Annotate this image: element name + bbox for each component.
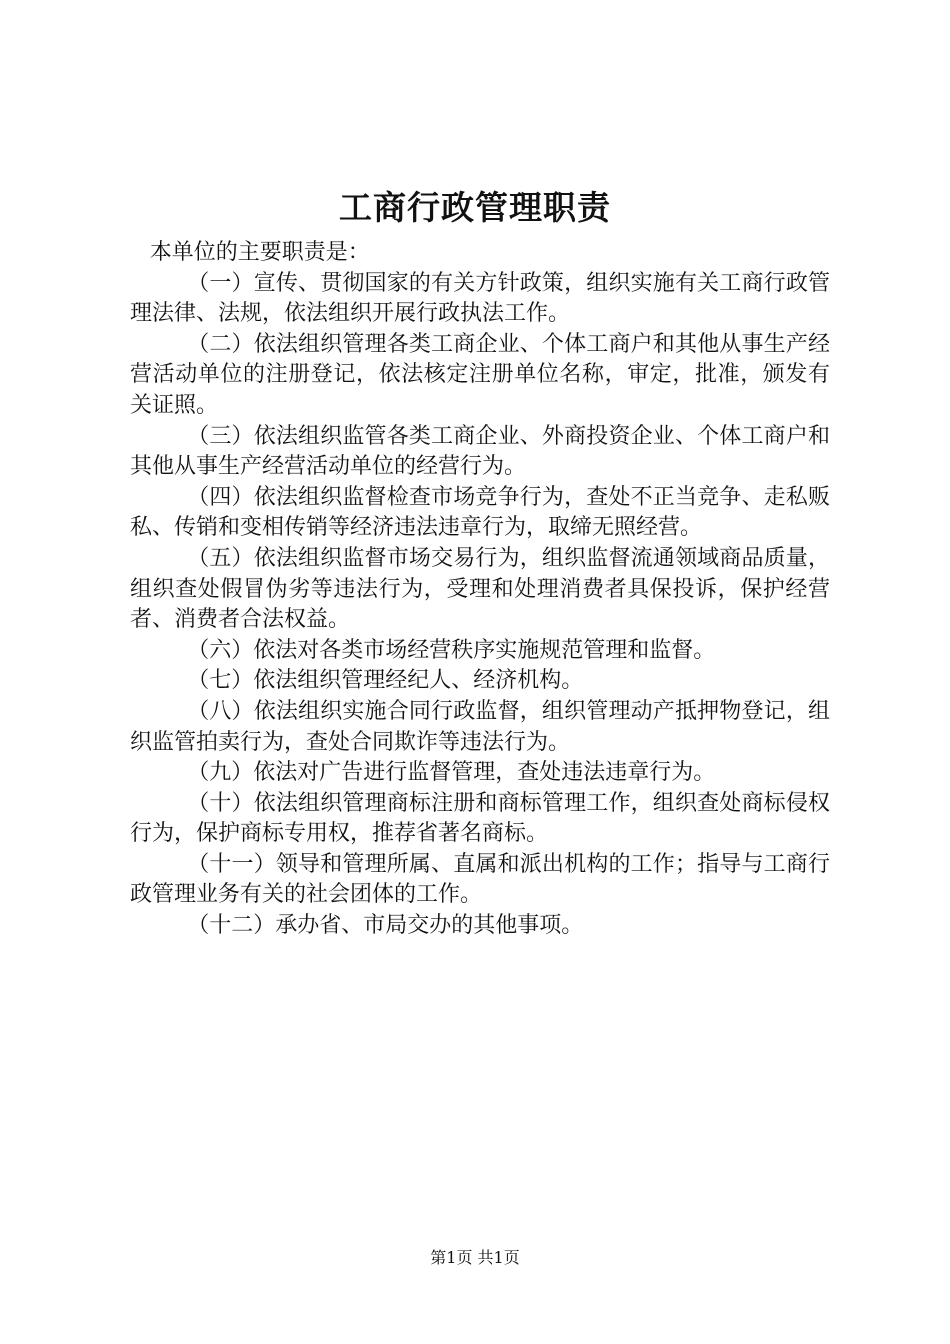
duty-paragraph-8: （八）依法组织实施合同行政监督，组织管理动产抵押物登记，组织监管拍卖行为，查处合同欺诈等违法行为。 bbox=[130, 698, 830, 755]
duty-paragraph-7: （七）依法组织管理经纪人、经济机构。 bbox=[187, 668, 584, 694]
duty-paragraph-3: （三）依法组织监管各类工商企业、外商投资企业、个体工商户和其他从事生产经营活动单位的经营行为。 bbox=[130, 423, 830, 480]
document-title: 工商行政管理职责 bbox=[339, 188, 611, 227]
duty-paragraph-10: （十）依法组织管理商标注册和商标管理工作，组织查处商标侵权行为，保护商标专用权，推荐省著名商标。 bbox=[130, 790, 830, 847]
page-footer: 第1页 共1页 bbox=[430, 1248, 520, 1267]
duty-paragraph-9: （九）依法对广告进行监督管理，查处违法违章行为。 bbox=[187, 760, 716, 786]
duty-paragraph-5: （五）依法组织监督市场交易行为，组织监督流通领域商品质量，组织查处假冒伪劣等违法行为，受理和处理消费者具保投诉，保护经营者、消费者合法权益。 bbox=[130, 545, 830, 633]
duty-paragraph-11: （十一）领导和管理所属、直属和派出机构的工作；指导与工商行政管理业务有关的社会团体的工作。 bbox=[130, 851, 830, 908]
duty-paragraph-1: （一）宣传、贯彻国家的有关方针政策，组织实施有关工商行政管理法律、法规，依法组织开展行政执法工作。 bbox=[130, 270, 830, 327]
duty-paragraph-6: （六）依法对各类市场经营秩序实施规范管理和监督。 bbox=[187, 637, 716, 663]
duty-paragraph-12: （十二）承办省、市局交办的其他事项。 bbox=[187, 913, 584, 939]
duty-paragraph-2: （二）依法组织管理各类工商企业、个体工商户和其他从事生产经营活动单位的注册登记，依法核定注册单位名称，审定，批准，颁发有关证照。 bbox=[130, 331, 830, 418]
intro-paragraph: 本单位的主要职责是： bbox=[149, 240, 370, 265]
document-body bbox=[130, 238, 830, 942]
duty-paragraph-4: （四）依法组织监督检查市场竞争行为，查处不正当竞争、走私贩私、传销和变相传销等经济违法违章行为，取缔无照经营。 bbox=[130, 484, 830, 541]
